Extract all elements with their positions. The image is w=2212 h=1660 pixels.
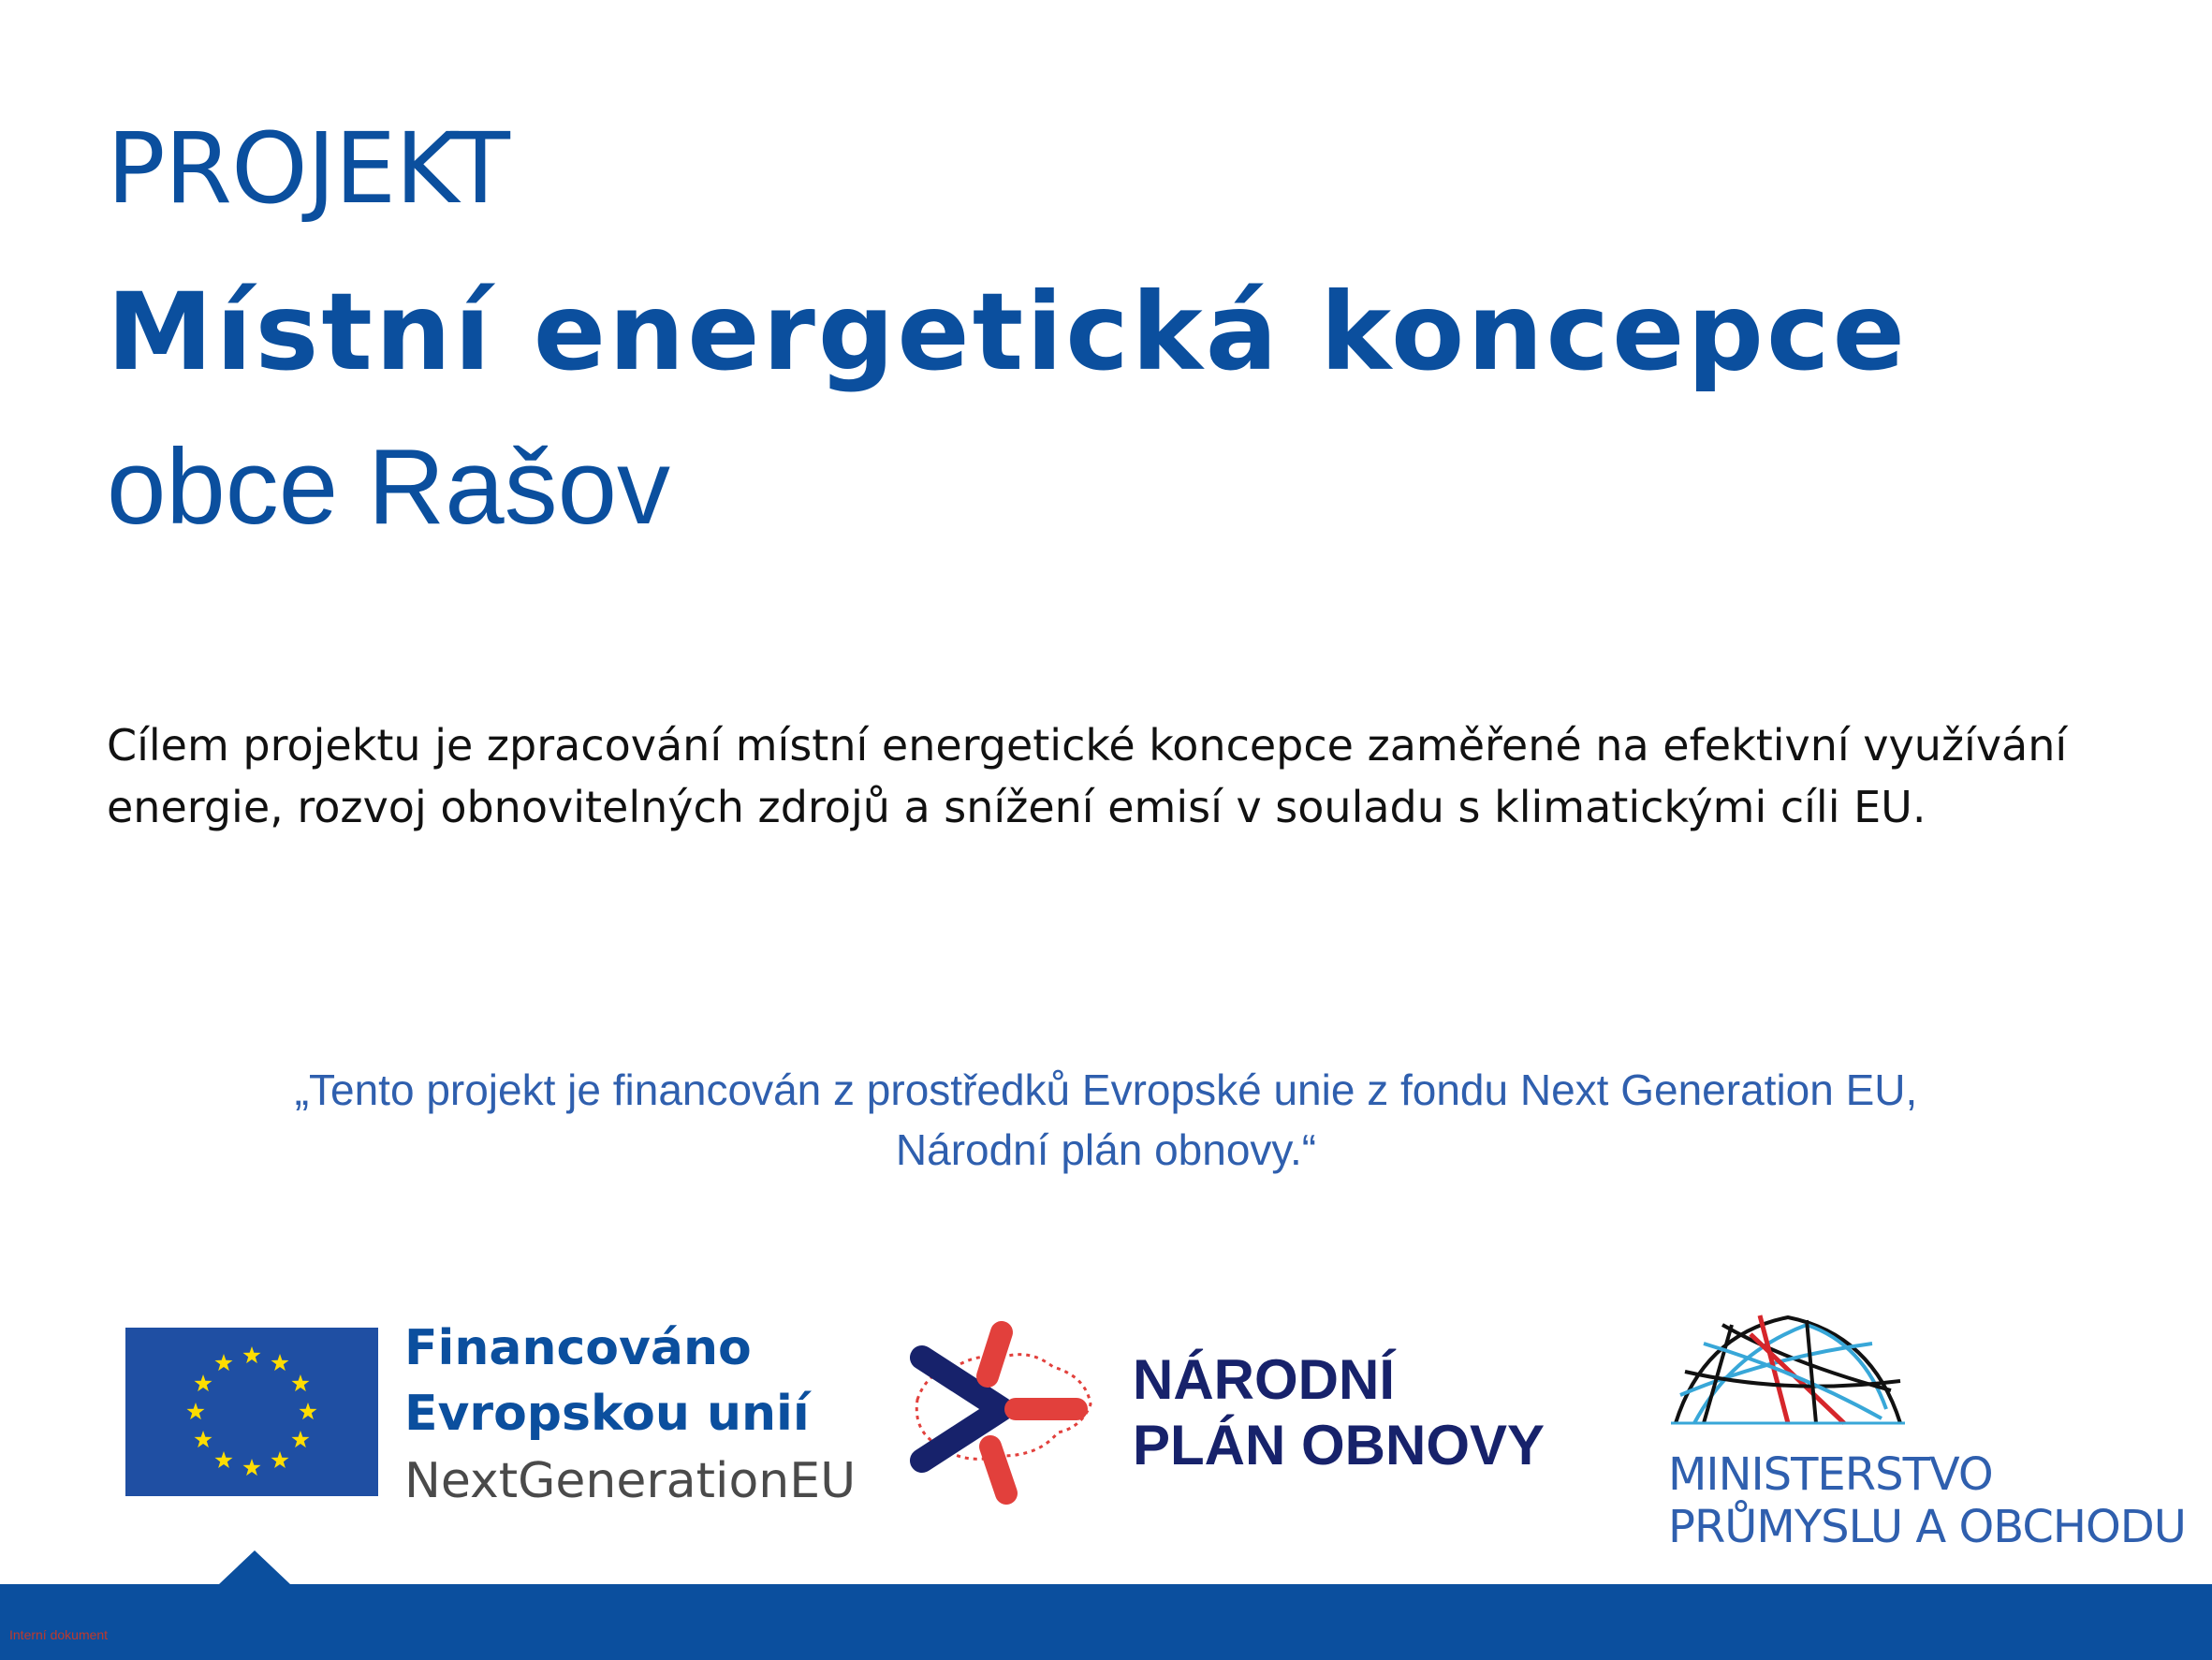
eu-logo-line2: Evropskou unií (404, 1386, 810, 1442)
eu-flag-icon (125, 1328, 378, 1496)
mpo-globe-icon (1666, 1306, 1910, 1428)
npo-red-stroke-top (988, 1332, 1002, 1376)
globe-arc-8 (1807, 1320, 1816, 1423)
funding-quote-line1: „Tento projekt je financován z prostředků Evropské unie z fondu Next Generation EU, (294, 1065, 1918, 1114)
npo-logo-line2: PLÁN OBNOVY (1133, 1414, 1545, 1476)
mpo-logo-line1: MINISTERSTVO (1668, 1448, 1993, 1501)
funding-quote (0, 1060, 2212, 1180)
mpo-logo-line2: PRŮMYSLU A OBCHODU (1668, 1501, 2186, 1553)
footer-tab (219, 1550, 290, 1584)
npo-logo-icon (889, 1315, 1105, 1512)
project-description: Cílem projektu je zpracování místní energetické koncepce zaměřené na efektivní využívání energie, rozvoj obnovitelných zdrojů a snížení emisí v souladu s klimatickými cíli EU. (107, 720, 2068, 832)
footer-bar (0, 1584, 2212, 1660)
eu-logo-line3: NextGenerationEU (404, 1453, 857, 1509)
npo-logo-line1: NÁRODNÍ (1133, 1348, 1395, 1411)
npo-red-stroke-bottom (990, 1447, 1006, 1493)
page-title-line2: obce Rašov (107, 428, 671, 547)
project-kicker: PROJEKT (107, 111, 509, 226)
page-title-line1: Místní energetická koncepce (107, 270, 1908, 394)
funding-quote-line2: Národní plán obnovy.“ (895, 1125, 1317, 1174)
eu-logo-line1: Financováno (404, 1320, 752, 1376)
footer-note: Interní dokument (9, 1627, 109, 1642)
